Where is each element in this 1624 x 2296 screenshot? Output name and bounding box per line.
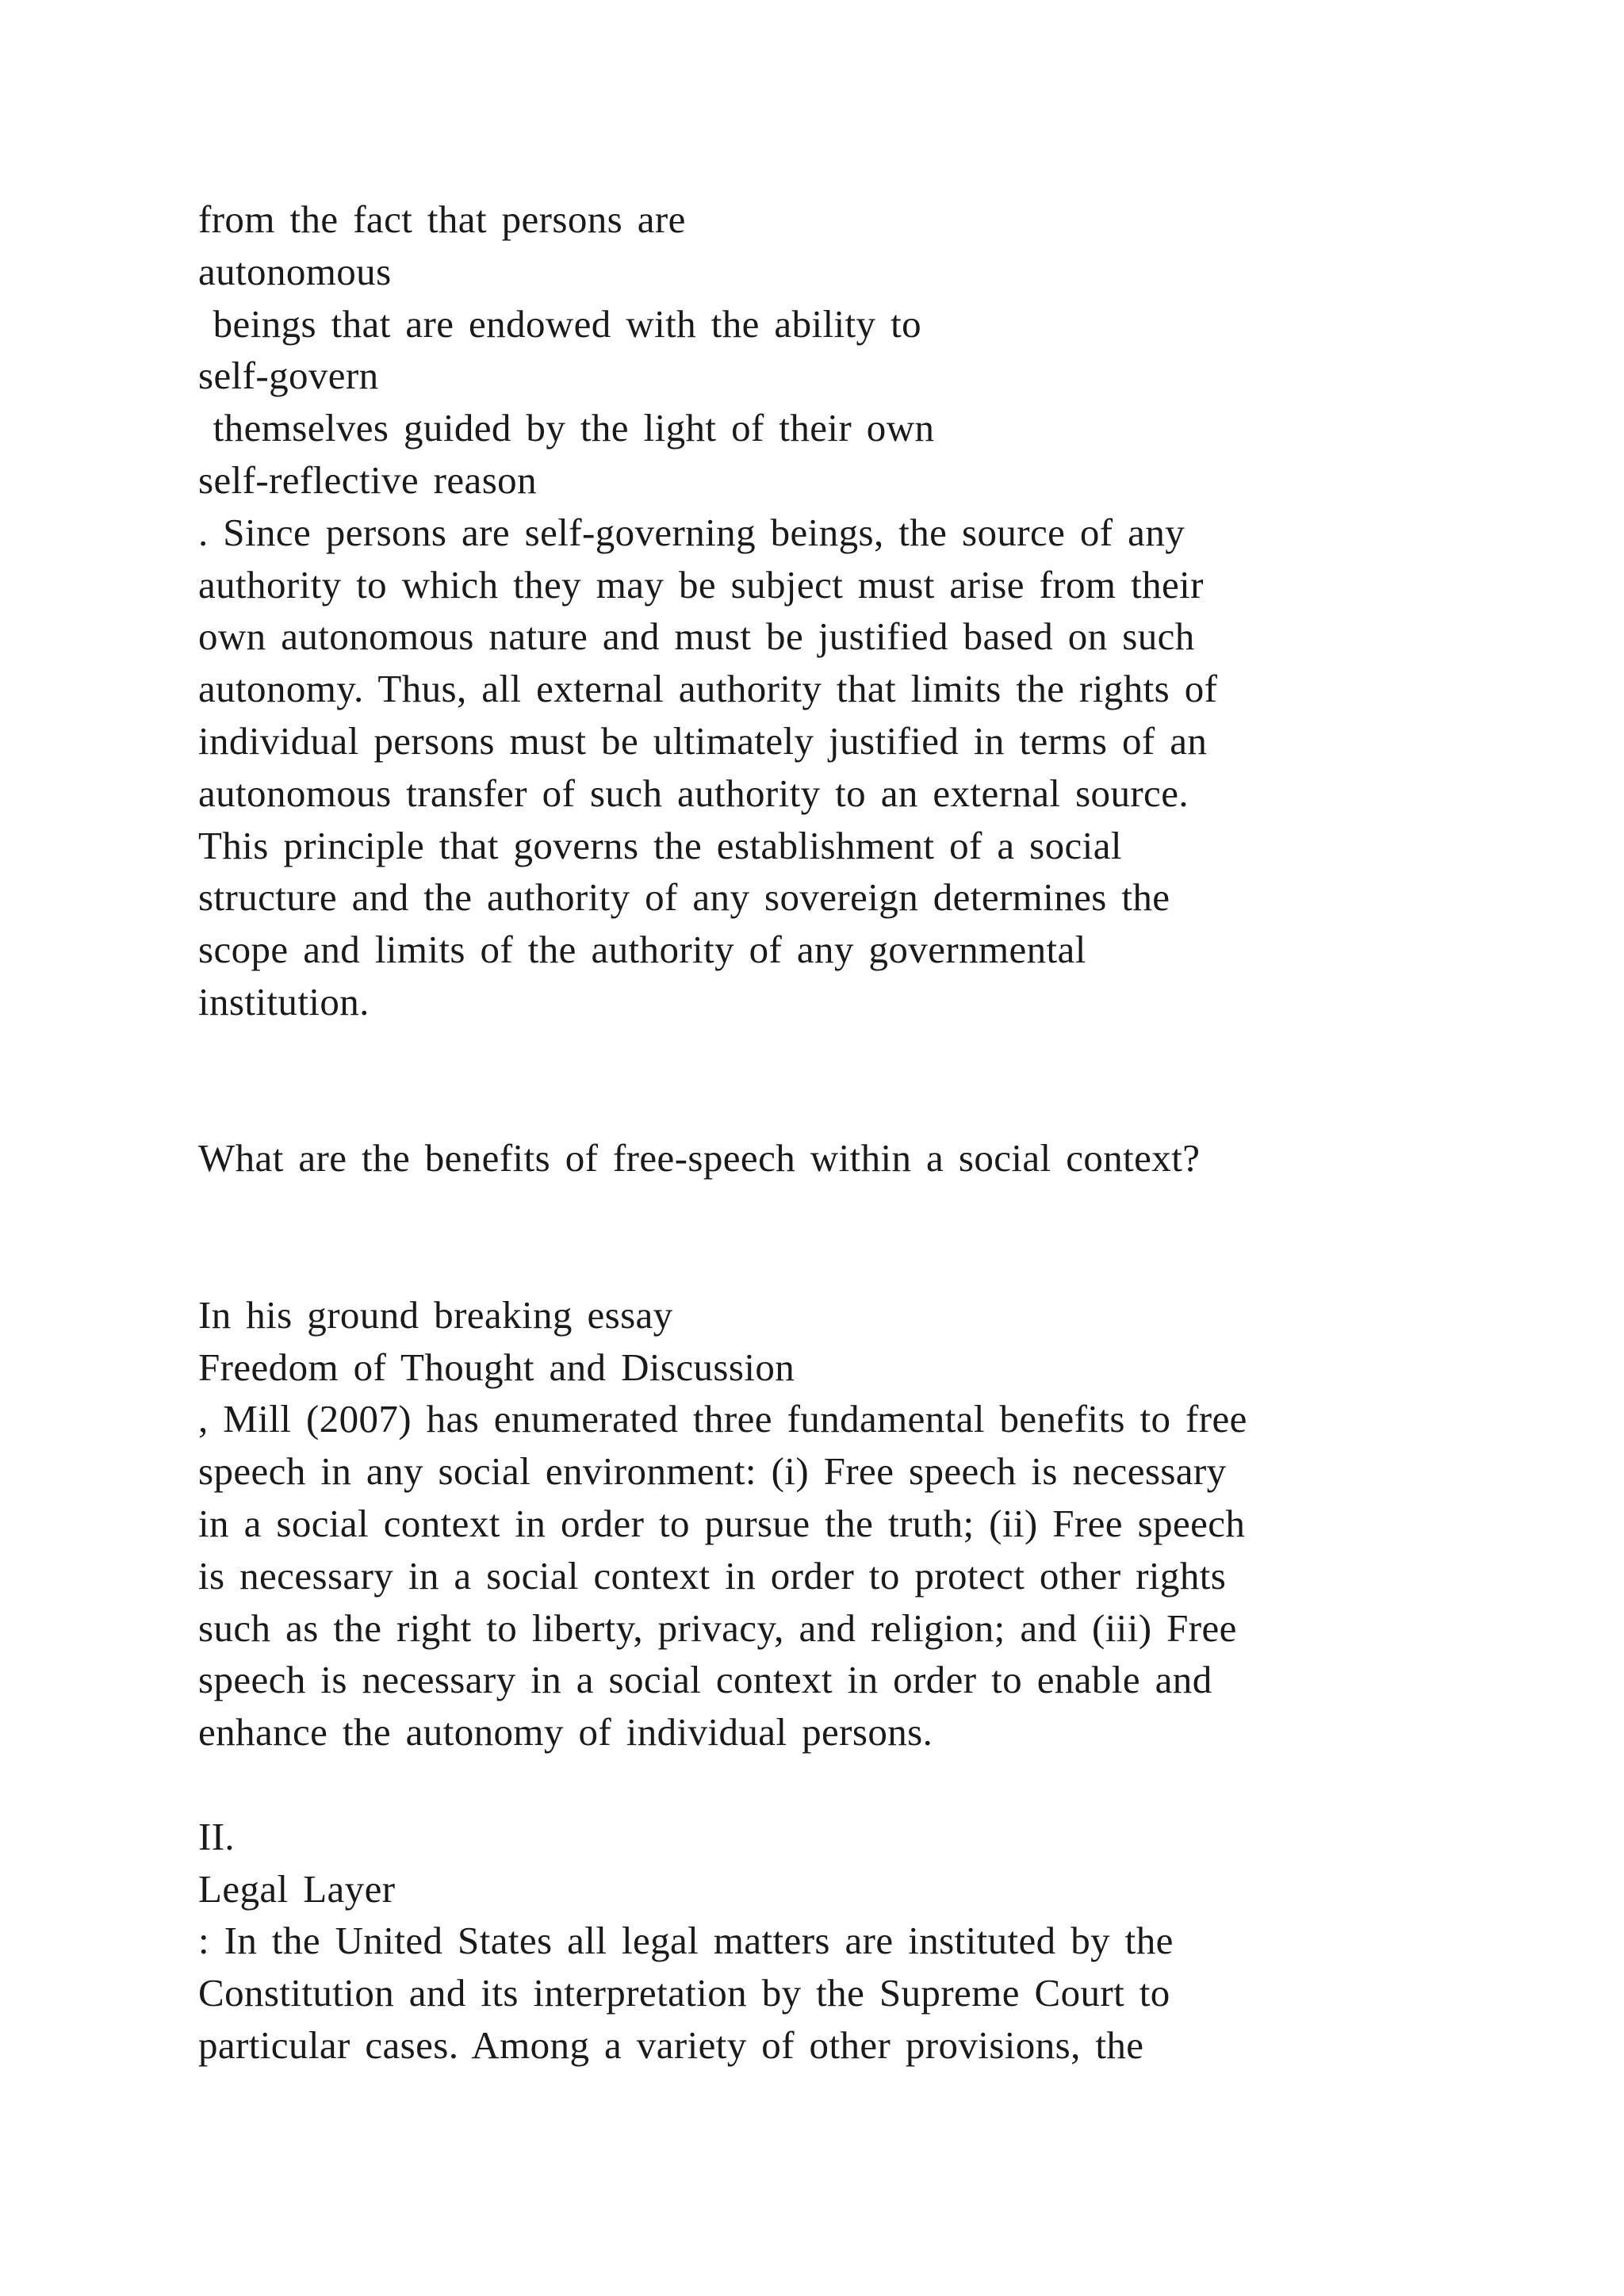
- text-line: This principle that governs the establishment of a social: [198, 823, 1122, 867]
- text-line: in a social context in order to pursue the truth; (ii) Free speech: [198, 1501, 1246, 1545]
- text-line: scope and limits of the authority of any governmental: [198, 928, 1086, 972]
- essay-title: Freedom of Thought and Discussion: [198, 1345, 795, 1389]
- text-line: individual persons must be ultimately justified in terms of an: [198, 718, 1208, 763]
- text-line: beings that are endowed with the ability to: [198, 301, 921, 346]
- question-heading: What are the benefits of free-speech within a social context?: [198, 1136, 1201, 1181]
- text-line: self-govern: [198, 354, 379, 398]
- text-line: structure and the authority of any sovereign determines the: [198, 875, 1170, 920]
- paragraph-gap: [198, 1184, 1507, 1237]
- text-line: institution.: [198, 979, 370, 1024]
- section-number: II.: [198, 1814, 236, 1858]
- text-line: enhance the autonomy of individual persons.: [198, 1710, 933, 1755]
- text-line: authority to which they may be subject must arise from their: [198, 562, 1204, 607]
- paragraph-gap: [198, 1758, 1507, 1811]
- text-line: from the fact that persons are: [198, 197, 686, 241]
- text-line: autonomous transfer of such authority to an external source.: [198, 771, 1189, 815]
- paragraph-gap: [198, 1081, 1507, 1133]
- text-line: themselves guided by the light of their own: [198, 406, 935, 450]
- document-body: [198, 193, 1507, 2072]
- text-line: In his ground breaking essay: [198, 1292, 673, 1337]
- text-line: particular cases. Among a variety of other provisions, the: [198, 2022, 1144, 2067]
- text-line: autonomous: [198, 249, 392, 293]
- text-line: Constitution and its interpretation by the Supreme Court to: [198, 1971, 1170, 2015]
- text-line: speech in any social environment: (i) Free speech is necessary: [198, 1449, 1227, 1494]
- text-line: own autonomous nature and must be justified based on such: [198, 614, 1195, 659]
- text-line: speech is necessary in a social context in order to enable and: [198, 1658, 1212, 1702]
- text-line: self-reflective reason: [198, 457, 537, 502]
- text-line: is necessary in a social context in order to protect other rights: [198, 1553, 1227, 1598]
- paragraph-gap: [198, 1237, 1507, 1289]
- text-line: such as the right to liberty, privacy, and religion; and (iii) Free: [198, 1605, 1237, 1650]
- text-line: autonomy. Thus, all external authority that limits the rights of: [198, 667, 1218, 711]
- text-line: : In the United States all legal matters are instituted by the: [198, 1919, 1174, 1963]
- text-line: . Since persons are self-governing beings, the source of any: [198, 510, 1185, 554]
- section-title: Legal Layer: [198, 1866, 396, 1911]
- text-line: , Mill (2007) has enumerated three fundamental benefits to free: [198, 1397, 1247, 1441]
- paragraph-gap: [198, 1028, 1507, 1081]
